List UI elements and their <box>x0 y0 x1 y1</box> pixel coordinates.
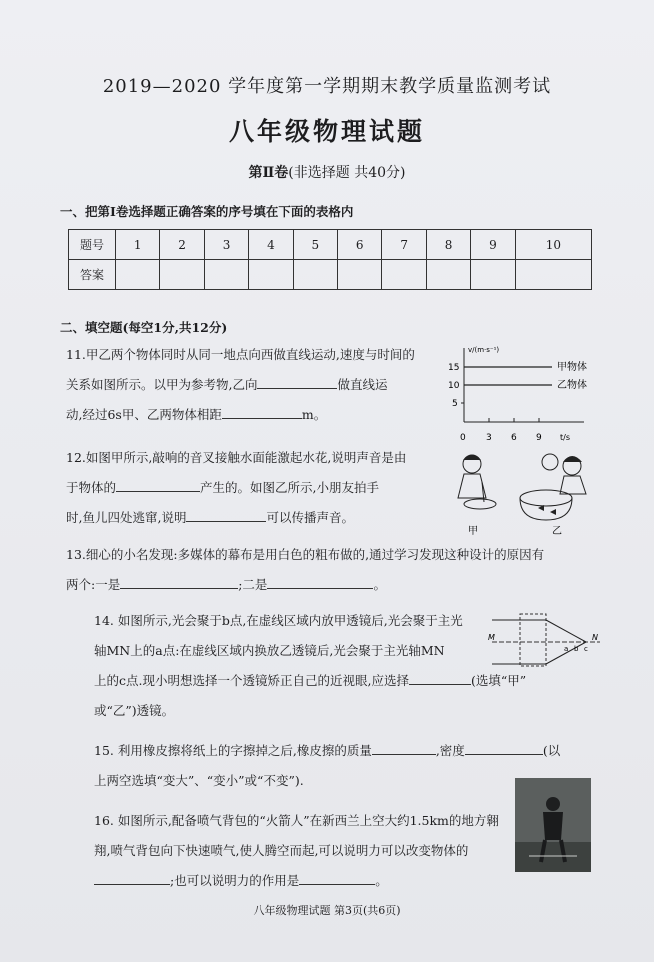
child-body-icon <box>560 476 586 494</box>
q11-line2 <box>66 370 446 400</box>
question-number: 5 <box>293 230 337 260</box>
exam-title: 2019—2020 学年度第一学期期末教学质量监测考试 <box>102 76 552 97</box>
point-label-b: b <box>574 645 579 653</box>
section-subtitle <box>0 162 654 182</box>
fish-tank-body-icon <box>520 498 572 520</box>
answer-cell[interactable] <box>338 260 382 290</box>
page-title: 八年级物理试题 <box>228 117 425 146</box>
q15-text: (以 <box>542 743 561 758</box>
subtitle-volume: 第Ⅱ卷 <box>248 165 289 181</box>
q11-text: 关系如图所示。以甲为参考物,乙向 <box>66 377 258 392</box>
child-hair-icon <box>463 455 481 460</box>
rocket-man-photo <box>515 778 591 872</box>
q13-text: ;二是 <box>238 577 268 592</box>
question-number: 8 <box>426 230 470 260</box>
q15-text: ,密度 <box>435 743 465 758</box>
answer-cell[interactable] <box>204 260 248 290</box>
q16-blank-2[interactable] <box>299 870 375 885</box>
question-number: 9 <box>471 230 515 260</box>
page-footer: 八年级物理试题 第3页(共6页) <box>253 904 401 917</box>
child-head-icon <box>542 454 558 470</box>
sound-figures <box>446 448 602 540</box>
lens-diagram <box>486 604 606 676</box>
x-tick-label: 0 <box>460 433 466 443</box>
q16-text: 。 <box>375 873 388 888</box>
answer-cell[interactable] <box>426 260 470 290</box>
q14-line4: 或“乙”)透镜。 <box>94 703 175 718</box>
q16-blank-1[interactable] <box>94 870 170 885</box>
question-16 <box>94 806 514 896</box>
water-bowl-icon <box>464 499 496 509</box>
q11-text: m。 <box>301 407 327 422</box>
row-label-answer: 答案 <box>69 260 116 290</box>
y-tick-label: 15 <box>448 363 460 373</box>
child-body-icon <box>458 474 486 498</box>
question-number: 10 <box>515 230 591 260</box>
q15-text: 15. 利用橡皮擦将纸上的字擦掉之后,橡皮擦的质量 <box>94 743 372 758</box>
answer-cell[interactable] <box>160 260 204 290</box>
q15-line1 <box>94 736 604 766</box>
series-label-yi: 乙物体 <box>557 380 587 391</box>
question-number: 7 <box>382 230 426 260</box>
answer-cell[interactable] <box>382 260 426 290</box>
q12-line1: 12.如图甲所示,敲响的音叉接触水面能激起水花,说明声音是由 <box>66 450 407 465</box>
table-row <box>69 260 592 290</box>
answer-cell[interactable] <box>471 260 515 290</box>
answer-cell[interactable] <box>293 260 337 290</box>
section1-heading: 一、把第Ⅰ卷选择题正确答案的序号填在下面的表格内 <box>60 204 354 219</box>
section2-heading: 二、填空题(每空1分,共12分) <box>60 320 228 335</box>
q11-line1: 11.甲乙两个物体同时从同一地点向西做直线运动,速度与时间的 <box>66 347 415 362</box>
q11-text: 做直线运 <box>337 377 388 392</box>
series-label-jia: 甲物体 <box>557 362 587 373</box>
q12-line2 <box>66 473 446 503</box>
row-label-number: 题号 <box>69 230 116 260</box>
question-13 <box>66 540 606 600</box>
answer-cell[interactable] <box>249 260 293 290</box>
q14-text: (选填“甲” <box>470 673 527 688</box>
q15-blank-1[interactable] <box>372 740 436 755</box>
question-number: 4 <box>249 230 293 260</box>
child-hair-icon <box>563 456 582 462</box>
point-label-a: a <box>564 645 569 653</box>
x-tick-label: 9 <box>536 433 542 443</box>
q12-text: 于物体的 <box>66 480 117 495</box>
q12-text: 产生的。如图乙所示,小朋友拍手 <box>200 480 379 495</box>
table-row <box>69 230 592 260</box>
q12-line3 <box>66 503 446 533</box>
q13-line1: 13.细心的小名发现:多媒体的幕布是用白色的粗布做的,通过学习发现这种设计的原因有 <box>66 547 545 562</box>
q12-text: 可以传播声音。 <box>266 510 354 525</box>
q16-text: ;也可以说明力的作用是 <box>170 873 300 888</box>
q15-blank-2[interactable] <box>465 740 543 755</box>
q15-line2: 上两空选填“变大”、“变小”或“不变”). <box>94 773 304 788</box>
jetpack-person-icon <box>543 812 563 840</box>
axis-label-m: M <box>488 633 495 642</box>
q14-blank-1[interactable] <box>409 670 471 685</box>
y-tick-label: 5 <box>452 399 458 409</box>
answer-table <box>68 229 592 290</box>
q16-line3 <box>94 866 514 896</box>
figure-label-yi: 乙 <box>552 526 562 537</box>
q12-blank-2[interactable] <box>186 507 266 522</box>
x-tick-label: 3 <box>486 433 492 443</box>
fish-icon <box>538 505 556 515</box>
q11-blank-1[interactable] <box>257 374 337 389</box>
question-11 <box>66 340 446 430</box>
question-number: 2 <box>160 230 204 260</box>
point-label-c: c <box>584 645 588 653</box>
q12-text: 时,鱼儿四处逃窜,说明 <box>66 510 187 525</box>
question-number: 1 <box>116 230 160 260</box>
x-tick-label: 6 <box>511 433 517 443</box>
figure-label-jia: 甲 <box>468 526 478 537</box>
light-ray-icon <box>546 620 586 642</box>
answer-cell[interactable] <box>116 260 160 290</box>
question-number: 6 <box>338 230 382 260</box>
y-tick-label: 10 <box>448 381 460 391</box>
q13-text: 。 <box>373 577 386 592</box>
q13-text: 两个:一是 <box>66 577 121 592</box>
subtitle-desc: (非选择题 共40分) <box>288 165 406 181</box>
fish-tank-icon <box>520 490 572 506</box>
velocity-time-graph <box>444 340 604 448</box>
question-12 <box>66 443 446 533</box>
q14-line2: 轴MN上的a点:在虚线区域内换放乙透镜后,光会聚于主光轴MN <box>94 643 445 658</box>
q16-line1: 16. 如图所示,配备喷气背包的“火箭人”在新西兰上空大约1.5km的地方翱 <box>94 813 499 828</box>
q12-blank-1[interactable] <box>116 477 200 492</box>
q13-line2 <box>66 570 606 600</box>
q14-text: 上的c点.现小明想选择一个透镜矫正自己的近视眼,应选择 <box>94 673 409 688</box>
question-number: 3 <box>204 230 248 260</box>
q11-text: 动,经过6s甲、乙两物体相距 <box>66 407 222 422</box>
q16-line2: 翔,喷气背包向下快速喷气,使人腾空而起,可以说明力可以改变物体的 <box>94 843 469 858</box>
lens-dashed-region <box>520 614 546 666</box>
graph-y-unit: v/(m·s⁻¹) <box>468 346 500 354</box>
q13-blank-2[interactable] <box>267 574 373 589</box>
q11-blank-2[interactable] <box>222 404 302 419</box>
graph-x-unit: t/s <box>560 433 570 442</box>
person-head-icon <box>546 797 560 811</box>
axis-label-n: N <box>592 633 598 642</box>
q11-line3 <box>66 400 446 430</box>
q14-line1: 14. 如图所示,光会聚于b点,在虚线区域内放甲透镜后,光会聚于主光 <box>94 613 463 628</box>
q13-blank-1[interactable] <box>120 574 238 589</box>
photo-ground <box>515 842 591 872</box>
answer-cell[interactable] <box>515 260 591 290</box>
